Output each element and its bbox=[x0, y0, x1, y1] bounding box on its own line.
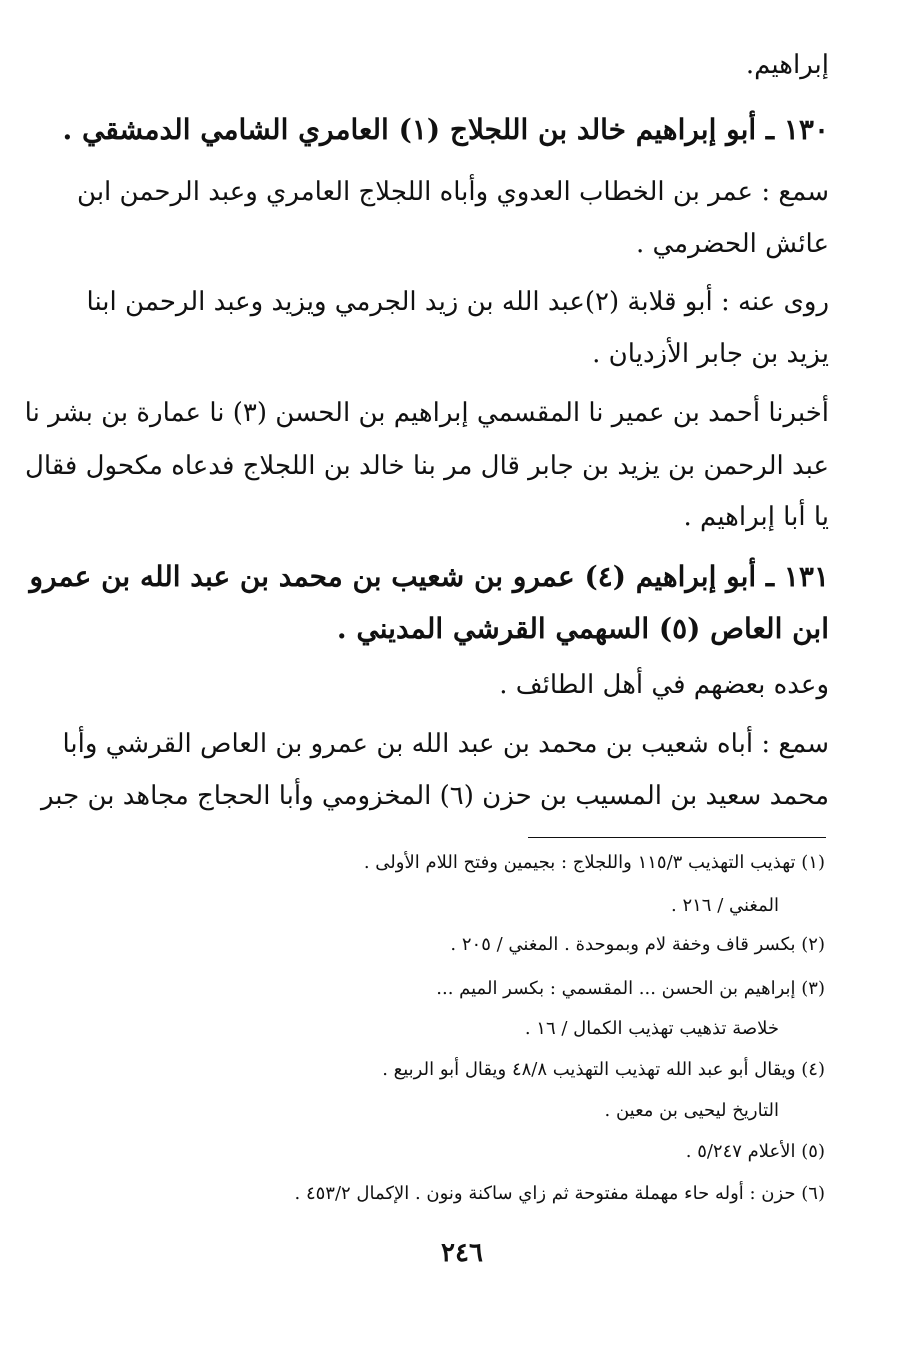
footnote-1-cont: المغني / ٢١٦ . bbox=[671, 895, 779, 916]
entry-heading-130: ١٣٠ ـ أبو إبراهيم خالد بن اللجلاج (١) العامري الشامي الدمشقي . bbox=[62, 113, 829, 146]
page-number: ٢٤٦ bbox=[441, 1238, 483, 1268]
footnote-4: (٤) ويقال أبو عبد الله تهذيب التهذيب ٤٨/٨ ويقال أبو الربيع . bbox=[382, 1059, 825, 1080]
text-line: عائش الحضرمي . bbox=[635, 229, 829, 259]
text-line: روى عنه : أبو قلابة (٢)عبد الله بن زيد الجرمي ويزيد وعبد الرحمن ابنا bbox=[86, 287, 829, 317]
entry-heading-131: ١٣١ ـ أبو إبراهيم (٤) عمرو بن شعيب بن محمد بن عبد الله بن عمرو bbox=[29, 560, 829, 593]
footnote-separator bbox=[528, 837, 826, 838]
footnote-1: (١) تهذيب التهذيب ١١٥/٣ واللجلاج : بجيمين وفتح اللام الأولى . bbox=[363, 852, 825, 873]
text-line: يا أبا إبراهيم . bbox=[683, 502, 829, 532]
text-line: محمد سعيد بن المسيب بن حزن (٦) المخزومي وأبا الحجاج مجاهد بن جبر bbox=[40, 781, 829, 811]
footnote-5: (٥) الأعلام ٥/٢٤٧ . bbox=[685, 1141, 825, 1162]
text-line: إبراهيم. bbox=[745, 50, 829, 80]
footnote-4-cont: التاريخ ليحيى بن معين . bbox=[604, 1100, 779, 1121]
entry-heading-131-cont: ابن العاص (٥) السهمي القرشي المديني . bbox=[336, 612, 829, 645]
text-line: أخبرنا أحمد بن عمير نا المقسمي إبراهيم بن الحسن (٣) نا عمارة بن بشر نا bbox=[24, 398, 829, 428]
text-line: وعده بعضهم في أهل الطائف . bbox=[499, 670, 829, 700]
footnote-2: (٢) بكسر قاف وخفة لام وبموحدة . المغني / ٢٠٥ . bbox=[450, 934, 825, 955]
footnote-3-cont: خلاصة تذهيب تهذيب الكمال / ١٦ . bbox=[524, 1018, 779, 1039]
text-line: سمع : عمر بن الخطاب العدوي وأباه اللجلاج العامري وعبد الرحمن ابن bbox=[77, 177, 829, 207]
text-line: سمع : أباه شعيب بن محمد بن عبد الله بن عمرو بن العاص القرشي وأبا bbox=[62, 729, 829, 759]
footnote-3: (٣) إبراهيم بن الحسن ... المقسمي : بكسر الميم ... bbox=[436, 978, 825, 999]
footnote-6: (٦) حزن : أوله حاء مهملة مفتوحة ثم زاي ساكنة ونون . الإكمال ٤٥٣/٢ . bbox=[294, 1183, 825, 1204]
text-line: عبد الرحمن بن يزيد بن جابر قال مر بنا خالد بن اللجلاج فدعاه مكحول فقال bbox=[24, 451, 829, 481]
text-line: يزيد بن جابر الأزديان . bbox=[592, 339, 829, 369]
